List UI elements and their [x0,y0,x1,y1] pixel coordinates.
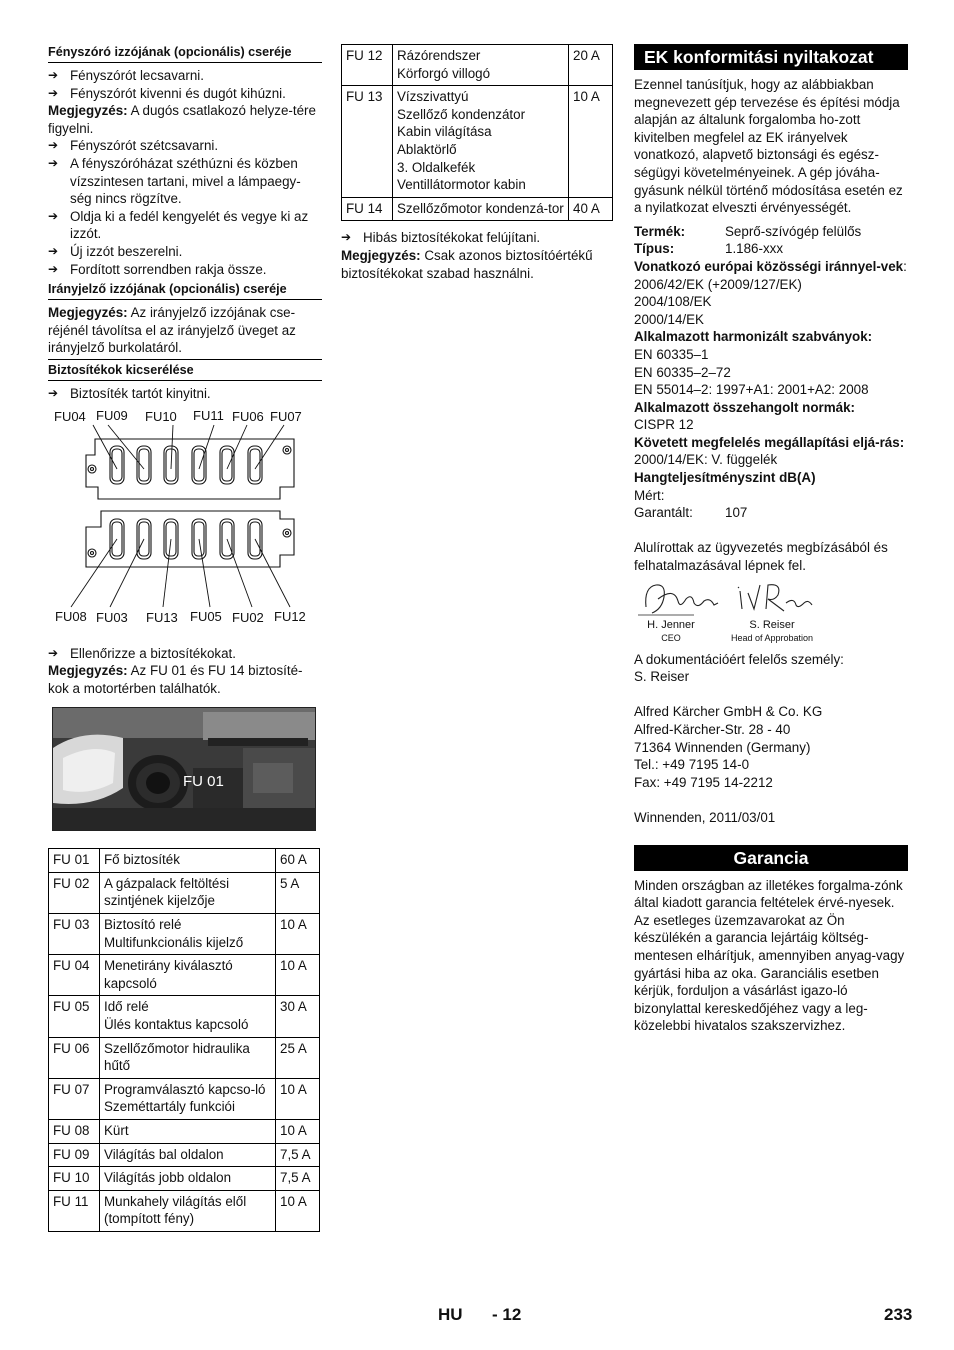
fuse-row [49,872,320,913]
arrow-icon: ➔ [48,68,59,82]
arrow-icon: ➔ [48,243,59,258]
fuse-id-cell: FU 04 [49,955,100,996]
fuse-desc-cell: Kürt [100,1120,276,1144]
diagram-label-bottom: FU03 [96,609,128,625]
column-middle [341,44,613,282]
section-heading-fuses: Biztosítékok kicserélése [48,362,322,381]
fuse-row [49,1037,320,1078]
fuse-row [49,1167,320,1191]
fuse-holder-diagram [48,409,322,641]
fuse-desc-cell: Idő relé Ülés kontaktus kapcsoló [100,996,276,1037]
fuse-id-cell: FU 10 [49,1167,100,1191]
address-line: Alfred Kärcher GmbH & Co. KG [634,704,823,720]
diagram-label-top: FU04 [54,408,86,424]
fuse-rating-cell: 10 A [276,1078,320,1119]
fuse-desc-cell: Rázórendszer Körforgó villogó [393,45,569,86]
fuse-id-cell: FU 11 [49,1190,100,1231]
norm: CISPR 12 [634,417,694,433]
diagram-label-top: FU10 [145,408,177,424]
fuse-rating-cell: 10 A [276,914,320,955]
standard: EN 60335–1 [634,346,709,362]
standard: EN 60335–2–72 [634,364,731,380]
signed-statement: Alulírottak az ügyvezetés megbízásából és felhatalmazásával lépnek fel. [634,540,888,574]
fuse-id-cell: FU 03 [49,914,100,955]
fuse-rating-cell: 10 A [276,1120,320,1144]
fuse-row [342,197,613,221]
fuse-row [49,996,320,1037]
fuse-table-2 [341,44,613,221]
bullet-item: ➔ Oldja ki a fedél kengyelét és vegye ki az izzót. [48,208,309,242]
diagram-label-bottom: FU13 [146,609,178,625]
fuse-desc-cell: Programválasztó kapcso-ló Szeméttartály funkciói [100,1078,276,1119]
note: Megjegyzés: A dugós csatlakozó helyze-tére figyelni. [48,103,316,136]
signature-jenner [634,579,729,619]
fuse-table-1 [48,848,320,1232]
norms-label: Alkalmazott összehangolt normák: [634,399,855,415]
fuse-row [49,914,320,955]
directive: 2004/108/EK [634,294,712,310]
fuse-rating-cell: 40 A [569,197,613,221]
footer-lang: HU [438,1305,463,1324]
fuse-rating-cell: 30 A [276,996,320,1037]
fuse-rating-cell: 25 A [276,1037,320,1078]
bullet-item: ➔ Fényszórót szétcsavarni. [48,138,219,154]
fuse-desc-cell: A gázpalack feltöltési szintjének kijelzője [100,872,276,913]
footer-page-local: - 12 [492,1305,522,1324]
ek-heading: EK konformitási nyiltakozat [634,44,908,70]
fuse-desc-cell: Munkahely világítás elől (tompított fény) [100,1190,276,1231]
fuse-desc-cell: Szellőzőmotor hidraulika hűtő [100,1037,276,1078]
bullet-item: ➔ Fordított sorrendben rakja össze. [48,261,267,277]
diagram-label-bottom: FU12 [274,608,306,624]
diagram-label-bottom: FU02 [232,609,264,625]
diagram-label-top: FU11 [193,408,224,423]
fuse-id-cell: FU 14 [342,197,393,221]
standard: EN 55014–2: 1997+A1: 2001+A2: 2008 [634,382,869,398]
section-heading-indicator: Irányjelző izzójának (opcionális) cseréje [48,281,322,300]
warranty-text: Minden országban az illetékes forgalma-zónk által kiadott garancia feltételek érvé-nyesek. Az esetleges üzemzavarokat az Ön készülékén a garancia lejártáig költség-mentesen elhárítjuk, amennyiben anyag-vagy gyártási hiba az oka. Garanciális esetben kérjük, forduljon a vásárlást igazo-ló bizonylattal kereskedőjéhez vagy a leg-közelebbi hivatalos szakszervizhez. [634,877,905,1034]
doc-responsible-name: S. Reiser [634,669,690,685]
fuse-row [342,45,613,86]
arrow-icon: ➔ [341,230,352,245]
measured-label: Mért: [634,487,665,503]
fuse-row [49,1078,320,1119]
diagram-label-top: FU06 [232,408,264,424]
fuse-desc-cell: Szellőzőmotor kondenzá-tor [393,197,569,221]
bullet-item: ➔ Biztosíték tartót kinyitni. [48,385,211,401]
fuse-id-cell: FU 07 [49,1078,100,1119]
bullet-item: ➔ Új izzót beszerelni. [48,243,183,259]
diagram-label-top: FU09 [96,408,128,423]
arrow-icon: ➔ [48,138,59,153]
fuse-row [49,955,320,996]
fuse-rating-cell: 10 A [569,86,613,198]
signer-reiser [722,619,822,645]
fuse-id-cell: FU 01 [49,849,100,873]
fuse-rating-cell: 10 A [276,955,320,996]
note: Megjegyzés: Csak azonos biztosítóértékű biztosítékokat szabad használni. [341,247,593,281]
fuse-rating-cell: 7,5 A [276,1143,320,1167]
arrow-icon: ➔ [48,645,59,660]
signer-name: S. Reiser [749,618,795,631]
engine-compartment-photo [52,707,316,831]
bullet-item: ➔ A fényszóróházat széthúzni és közben vízszintesen tartani, mivel a lámpaegy-ség nincs rögzítve. [48,155,301,207]
bullet-item: ➔ Hibás biztosítékokat felújítani. [341,230,541,246]
fuse-row [49,1120,320,1144]
harmonized-label: Alkalmazott harmonizált szabványok: [634,329,873,345]
signer-role: CEO [661,632,681,643]
noise-label: Hangteljesítményszint dB(A) [634,470,816,486]
fuse-desc-cell: Világítás jobb oldalon [100,1167,276,1191]
fuse-desc-cell: Menetirány kiválasztó kapcsoló [100,955,276,996]
fuse-id-cell: FU 12 [342,45,393,86]
procedure: 2000/14/EK: V. függelék [634,452,778,468]
directives-label: Vonatkozó európai közösségi iránnyel-vek: [634,258,907,274]
fuse-desc-cell: Biztosító relé Multifunkcionális kijelző [100,914,276,955]
guaranteed-row: Garantált: 107 [634,505,748,521]
column-right [634,44,908,1035]
column-left [48,44,322,1232]
procedure-label: Követett megfelelés megállapítási eljá-rás: [634,434,905,450]
fuse-id-cell: FU 13 [342,86,393,198]
address-line: 71364 Winnenden (Germany) [634,739,811,755]
signatures [634,579,908,643]
arrow-icon: ➔ [48,85,59,100]
fuse-rating-cell: 60 A [276,849,320,873]
fuse-rating-cell: 20 A [569,45,613,86]
signature-reiser [734,579,814,619]
directive: 2006/42/EK (+2009/127/EK) [634,276,802,292]
ek-intro: Ezennel tanúsítjuk, hogy az alábbiakban megnevezett gép tervezése és építési módja alapján az általunk forgalomba ho-zott kivitelben megfelel az EK irányelvek vonatkozó, alapvető biztonsági és egész-ségügyi követelményeinek. A gép jóváha-gyásunk nélkül történő módosítása esetén ez a nyilatkozat elveszti érvényességét. [634,77,903,216]
note: Megjegyzés: Az irányjelző izzójának cse-réjénél távolítsa el az irányjelző üveget az irányjelző burkolatáról. [48,304,322,360]
diagram-label-bottom: FU08 [55,608,87,624]
fuse-row [342,86,613,198]
arrow-icon: ➔ [48,208,59,223]
photo-label-fu01: FU 01 [183,773,224,791]
bullet-item: ➔ Fényszórót lecsavarni. [48,68,204,83]
signer-role: Head of Approbation [730,632,814,643]
type-row: Típus: 1.186-xxx [634,241,784,257]
address-line: Alfred-Kärcher-Str. 28 - 40 [634,722,791,737]
phone: Tel.: +49 7195 14-0 [634,757,750,773]
fuse-rating-cell: 5 A [276,872,320,913]
footer-page-total: 233 [884,1305,913,1324]
fuse-desc-cell: Világítás bal oldalon [100,1143,276,1167]
fuse-id-cell: FU 08 [49,1120,100,1144]
fuse-desc-cell: Vízszivattyú Szellőző kondenzátor Kabin világítása Ablaktörlő 3. Oldalkefék Ventillátormotor kabin [393,86,569,198]
note: Megjegyzés: Az FU 01 és FU 14 biztosíté-kok a motortérben találhatók. [48,663,303,696]
fax: Fax: +49 7195 14-2212 [634,774,773,790]
diagram-label-bottom: FU05 [190,608,222,624]
fuse-rating-cell: 7,5 A [276,1167,320,1191]
fuse-rating-cell: 10 A [276,1190,320,1231]
fuse-row [49,1190,320,1231]
fuse-id-cell: FU 09 [49,1143,100,1167]
fuse-desc-cell: Fő biztosíték [100,849,276,873]
warranty-heading: Garancia [634,845,908,871]
fuse-id-cell: FU 02 [49,872,100,913]
fuse-id-cell: FU 05 [49,996,100,1037]
product-row: Termék: Seprő-szívógép felülős [634,223,862,239]
place-date: Winnenden, 2011/03/01 [634,809,776,825]
section-heading-headlight: Fényszóró izzójának (opcionális) cseréje [48,44,322,63]
bullet-item: ➔ Fényszórót kivenni és dugót kihúzni. [48,85,286,101]
fuse-row [49,849,320,873]
bullet-item: ➔ Ellenőrizze a biztosítékokat. [48,645,236,661]
arrow-icon: ➔ [48,155,59,170]
directive: 2000/14/EK [634,311,704,327]
arrow-icon: ➔ [48,385,59,400]
signer-jenner [643,619,699,645]
doc-responsible-label: A dokumentációért felelős személy: [634,651,844,667]
signer-name: H. Jenner [647,618,695,631]
fuse-row [49,1143,320,1167]
arrow-icon: ➔ [48,261,59,276]
diagram-label-top: FU07 [270,408,302,424]
fuse-id-cell: FU 06 [49,1037,100,1078]
